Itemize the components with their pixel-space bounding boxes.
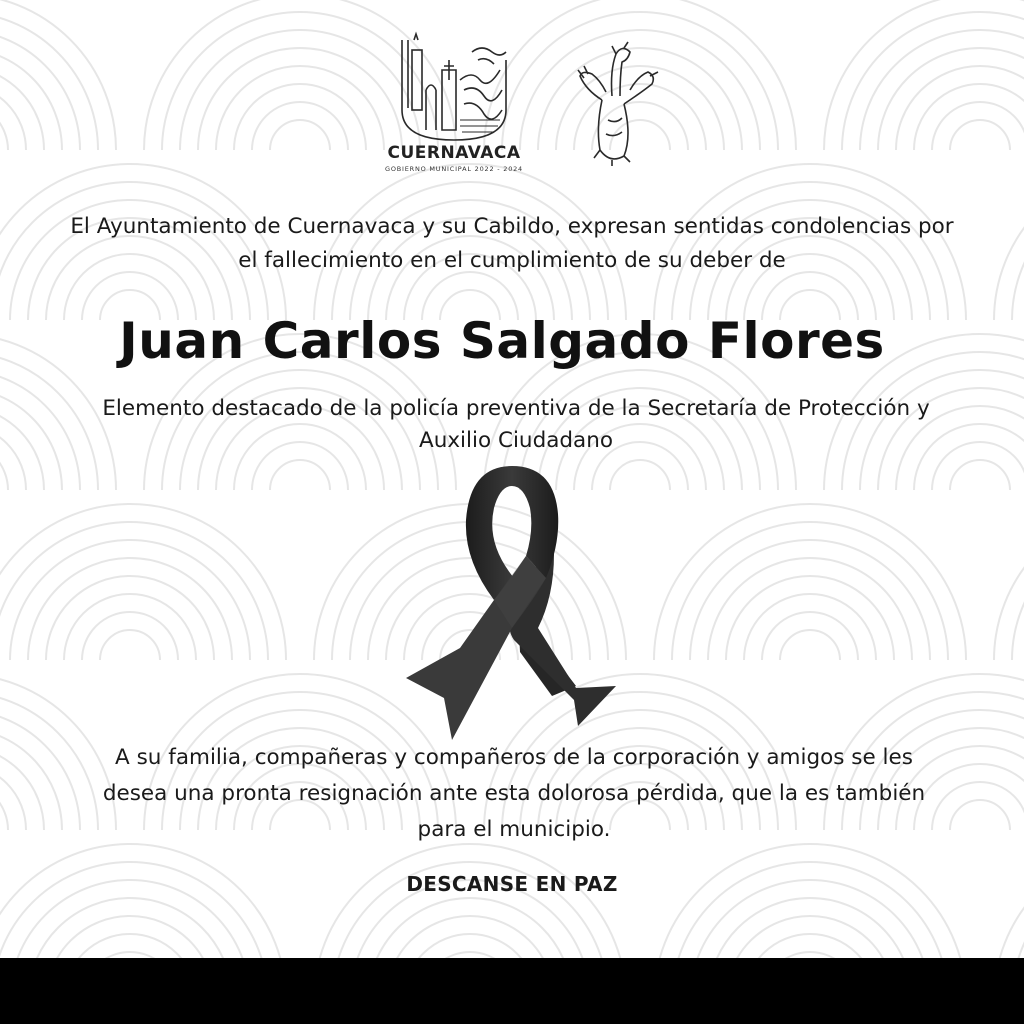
logo-subtitle: GOBIERNO MUNICIPAL 2022 - 2024: [385, 165, 523, 173]
tree-glyph-icon: [572, 40, 662, 168]
cuernavaca-emblem-icon: [360, 30, 560, 148]
role-description: Elemento destacado de la policía preventiva de la Secretaría de Protección y Auxilio Ciudadano: [102, 396, 930, 453]
bottom-black-bar: [0, 958, 1024, 1024]
rest-in-peace-text: DESCANSE EN PAZ: [406, 872, 618, 896]
cuernavaca-logo: [360, 30, 560, 180]
deceased-name: Juan Carlos Salgado Flores: [119, 312, 885, 370]
closing-paragraph: A su familia, compañeras y compañeros de la corporación y amigos se les desea una pronta resignación ante esta dolorosa pérdida, que la es también para el municipio.: [102, 745, 926, 842]
mourning-ribbon-icon: [400, 460, 624, 742]
logo-title: CUERNAVACA: [387, 143, 521, 163]
intro-paragraph: El Ayuntamiento de Cuernavaca y su Cabildo, expresan sentidas condolencias por el fallecimiento en el cumplimiento de su deber de: [70, 214, 954, 273]
